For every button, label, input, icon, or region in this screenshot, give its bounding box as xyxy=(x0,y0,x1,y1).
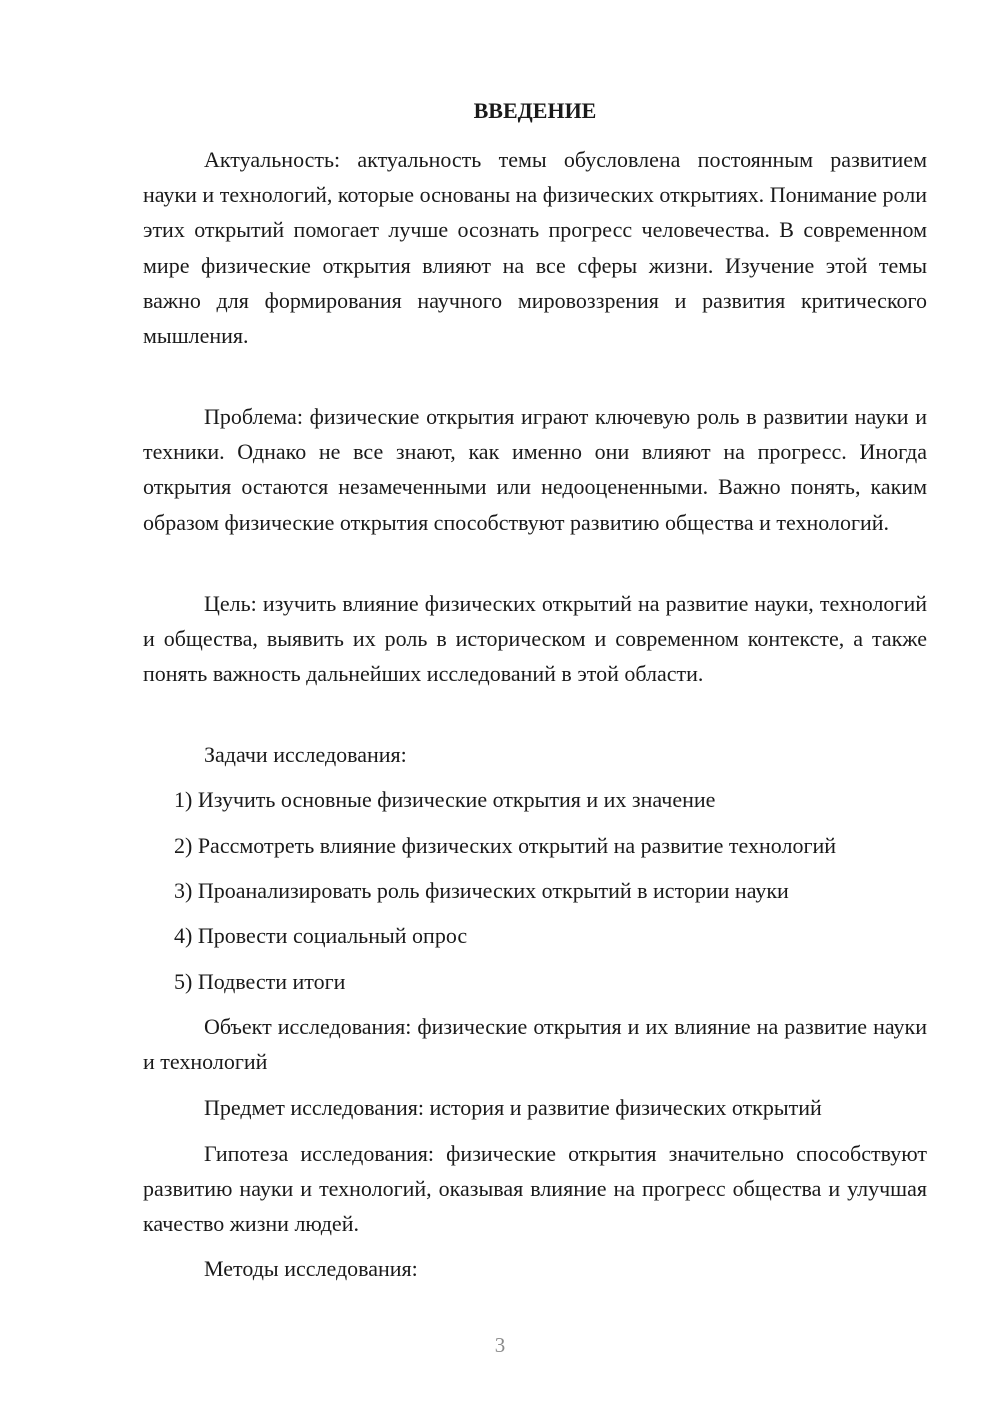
page-number: 3 xyxy=(494,1333,506,1357)
methods-heading: Методы исследования: xyxy=(204,1256,418,1281)
task-item: 5) Подвести итоги xyxy=(174,969,346,994)
goal-paragraph: Цель: изучить влияние физических открытий на развитие науки, технологий и общества, выявить их роль в историческом и современном контексте, а также понять важность дальнейших исследований в этой области. xyxy=(143,591,927,687)
problem-paragraph: Проблема: физические открытия играют ключевую роль в развитии науки и техники. Однако не все знают, как именно они влияют на прогресс. Иногда открытия остаются незамеченными или недооцененными. Важно понять, каким образом физические открытия способствуют развитию общества и технологий. xyxy=(143,404,927,535)
relevance-paragraph: Актуальность: актуальность темы обусловлена постоянным развитием науки и технологий, которые основаны на физических открытиях. Понимание роли этих открытий помогает лучше осознать прогресс человечества. В современном мире физические открытия влияют на все сферы жизни. Изучение этой темы важно для формирования научного мировоззрения и развития критического мышления. xyxy=(143,147,927,349)
task-item: 1) Изучить основные физические открытия и их значение xyxy=(174,787,716,812)
hypothesis-paragraph: Гипотеза исследования: физические открытия значительно способствуют развитию науки и технологий, оказывая влияние на прогресс общества и улучшая качество жизни людей. xyxy=(143,1141,927,1237)
object-paragraph: Объект исследования: физические открытия и их влияние на развитие науки и технологий xyxy=(143,1014,927,1075)
tasks-heading: Задачи исследования: xyxy=(204,742,407,767)
section-title: ВВЕДЕНИЕ xyxy=(473,98,597,123)
subject-paragraph: Предмет исследования: история и развитие физических открытий xyxy=(204,1095,822,1120)
task-item: 4) Провести социальный опрос xyxy=(174,923,468,948)
task-item: 3) Проанализировать роль физических открытий в истории науки xyxy=(174,878,789,903)
task-item: 2) Рассмотреть влияние физических открытий на развитие технологий xyxy=(174,833,837,858)
